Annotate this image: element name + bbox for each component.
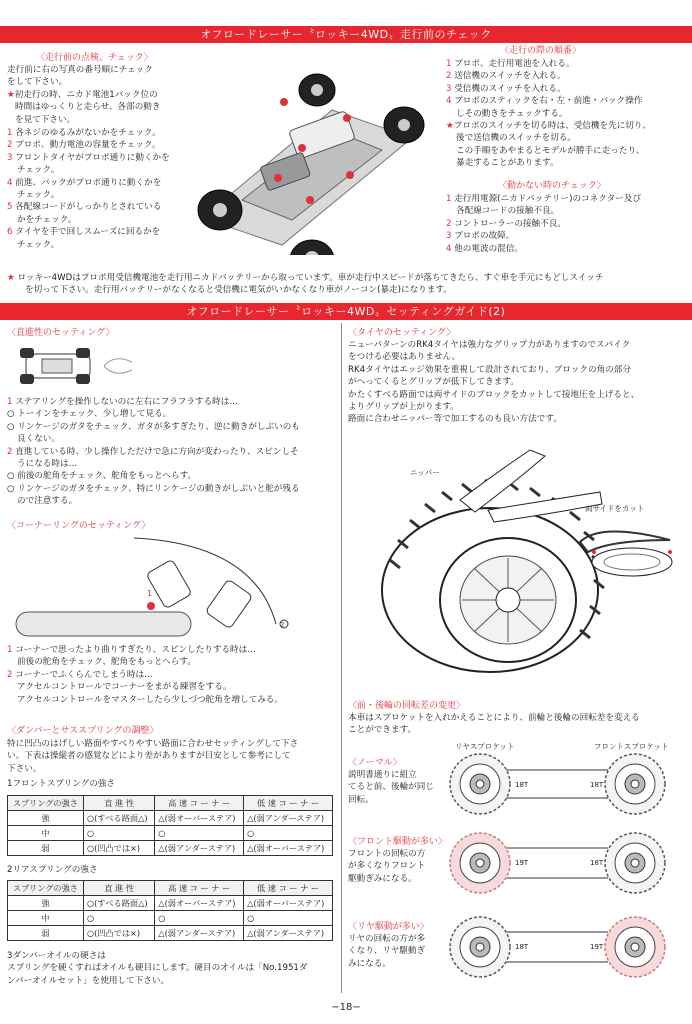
column-divider xyxy=(341,323,342,993)
straight-title: 〈直進性のセッティング〉 xyxy=(7,328,115,338)
cornering-title: 〈コーナーリングのセッティング〉 xyxy=(7,521,151,531)
nipper-label: ニッパー xyxy=(410,468,440,477)
rear-spring-title: 2リアスプリングの強さ xyxy=(7,865,98,875)
svg-text:2: 2 xyxy=(280,621,285,629)
cut-label: 両サイドをカット xyxy=(585,504,645,513)
svg-text:1: 1 xyxy=(147,589,153,598)
not-moving-title: 〈動かない時のチェック〉 xyxy=(498,181,606,191)
tire-nipper-illustration xyxy=(370,440,680,675)
case-front-text: フロントの回転の方 が多くなりフロント 駆動ぎみになる。 xyxy=(348,849,426,884)
normal-rear-teeth: 18T xyxy=(515,781,529,789)
cornering-illustration xyxy=(14,534,334,644)
straight-list: 1 ステアリングを操作しないのに左右にフラフラする時は… ○ トーインをチェック、少し増して見る。 ○ リンケージのガタをチェック、ガタが多すぎたり、逆に動きがしぶいのも 良くない。 2 直進している時、少し操作しただけで急に方向が変わったり、スピンしそ うになる時は… ○ 前後の舵角をチェック、舵角をもっとへらす。 ○ リンケージのガタをチェック、特にリンケージの動きがしぶいと舵が残る ので注意する。 xyxy=(7,397,300,507)
damper-intro: 特に凹凸のはげしい路面やすべりやすい路面に合わせセッティングして下さ い。下表は操縦者の感覚などにより差がありますが目安として参考にして 下さい。 xyxy=(7,739,299,774)
star-icon: ★ xyxy=(446,121,454,132)
case-normal-text: 説明書通りに組立 てると前、後輪が同じ 回転。 xyxy=(348,770,434,805)
not-moving-list: 1 走行用電源(ニカドバッテリー)のコネクター及び 各配線コードの接触不良。 2 コントローラーの接触不良。 3 プロポの故障。 4 他の電波の混信。 xyxy=(446,194,642,254)
star-icon: ★ xyxy=(7,273,15,283)
page-number: −18− xyxy=(331,1002,361,1013)
rear-case-rear-teeth: 18T xyxy=(515,943,529,951)
normal-front-teeth: 18T xyxy=(590,781,604,789)
pre-check-intro: 走行前に右の写真の番号順にチェック をして下さい。 ★初走行の時、ニカド電池1パック位の 時間はゆっくりと走らせ、各部の動き を見て下さい。 xyxy=(7,65,161,125)
rocky-4wd-chassis-photo xyxy=(182,50,432,255)
pre-check-title: 〈走行前の点検、チェック〉 xyxy=(36,53,153,63)
banner-setting-guide: オフロードレーサー〝ロッキー4WD〟セッティングガイド(2) xyxy=(0,303,692,320)
cornering-list: 1 コーナーで思ったより曲りすぎたり、スピンしたりする時は… 前後の舵角をチェック、舵角をもっとへらす。 2 コーナーでふくらんでしまう時は… アクセルコントロールでコーナーをまがる練習をする。 アクセルコントロールをマスターしたら少しづつ舵角を増してみる。 xyxy=(7,645,283,705)
damper-title: 〈ダンパーとサススプリングの調整〉 xyxy=(7,726,159,736)
battery-note: ★ ロッキー4WDはプロポ用受信機電池を走行用ニカドバッテリーから取っています。車が走行中スピードが落ちてきたら、すぐ車を手元にもどしスイッチ を切って下さい。走行用バッテリーがなくなると受信機に電気がいかなくなり車がノーコン(暴走)になります。 xyxy=(7,273,604,296)
running-order-title: 〈走行の際の順番〉 xyxy=(500,46,582,56)
case-front-title: 〈フロント駆動が多い〉 xyxy=(348,837,448,847)
star-icon: ★ xyxy=(7,89,15,100)
front-case-rear-teeth: 19T xyxy=(515,859,529,867)
rear-case-front-teeth: 19T xyxy=(590,943,604,951)
tire-title: 〈タイヤのセッティング〉 xyxy=(348,328,456,338)
rear-spring-table: スプリングの強さ 直 進 性 高 速 コ ー ナ ー 低 速 コ ー ナ ー 強 ○(すべる路面△) △(弱オーバーステア) △(弱オーバーステア) 中 ○ ○ ○ 弱 ○(凹凸では×) △(弱アンダーステア) △(弱アンダーステア) xyxy=(7,880,333,941)
banner-pre-run-check: オフロードレーサー〝ロッキー4WD〟走行前のチェック xyxy=(0,26,692,43)
tire-text: ニューパターンのRK4タイヤは強力なグリップ力がありますのでスパイク をつける必要はありません。 RK4タイヤはエッジ効果を重視して設計されており、ブロックの角の部分 がへってくるとグリップが低下してきます。 かたくすべる路面では両サイドのブロックをカットして接地圧を上げると、 よりグリップが上がります。 路面に合わせニッパー等で加工するのも良い方法です。 xyxy=(348,340,640,425)
pre-check-list: 1 各ネジのゆるみがないかをチェック。 2 プロポ、動力電池の容量をチェック。 3 フロントタイヤがプロポ通りに動くかを チェック。 4 前進、バックがプロポ通りに動くかを チェック。 5 各配線コードがしっかりとされている かをチェック。 6 タイヤを手で回しスムーズに回るかを チェック。 xyxy=(7,128,170,250)
front-spring-title: 1フロントスプリングの強さ xyxy=(7,779,115,789)
rear-sprocket-label: リヤスプロケット xyxy=(455,742,515,751)
damper-oil: 3ダンパーオイルの硬さは スプリングを硬くすればオイルも硬目にします。硬目のオイルは「No.1951ダ ンパーオイルセット」を使用して下さい。 xyxy=(7,951,308,986)
gear-ratio-text: 本車はスプロケットを入れかえることにより、前輪と後輪の回転差を変える ことができます。 xyxy=(348,713,640,736)
running-order-list: 1 プロポ、走行用電池を入れる。 2 送信機のスイッチを入れる。 3 受信機のスイッチを入れる。 4 プロポのスティックを右・左・前進・バック操作 しその動きをチェックする。 ★プロポのスイッチを切る時は、受信機を先に切り、 後で送信機のスイッチを切る。 この手順をあやまるとモデルが勝手に走ったり、 暴走することがあります。 xyxy=(446,59,652,169)
front-spring-table: スプリングの強さ 直 進 性 高 速 コ ー ナ ー 低 速 コ ー ナ ー 強 ○(すべる路面△) △(弱オーバーステア) △(弱アンダーステア) 中 ○ ○ ○ 弱 ○(凹凸では×) △(弱アンダーステア) △(弱オーバーステア) xyxy=(7,795,333,856)
front-case-front-teeth: 18T xyxy=(590,859,604,867)
straight-car-illustration xyxy=(14,344,134,388)
gear-ratio-title: 〈前・後輪の回転差の変更〉 xyxy=(348,701,466,711)
case-normal-title: 〈ノーマル〉 xyxy=(348,758,402,768)
case-rear-text: リヤの回転の方が多 くなり、リヤ駆動ぎ みになる。 xyxy=(348,934,426,969)
front-sprocket-label: フロントスプロケット xyxy=(594,742,669,751)
sprocket-diagrams xyxy=(440,750,680,990)
case-rear-title: 〈リヤ駆動が多い〉 xyxy=(348,922,429,932)
